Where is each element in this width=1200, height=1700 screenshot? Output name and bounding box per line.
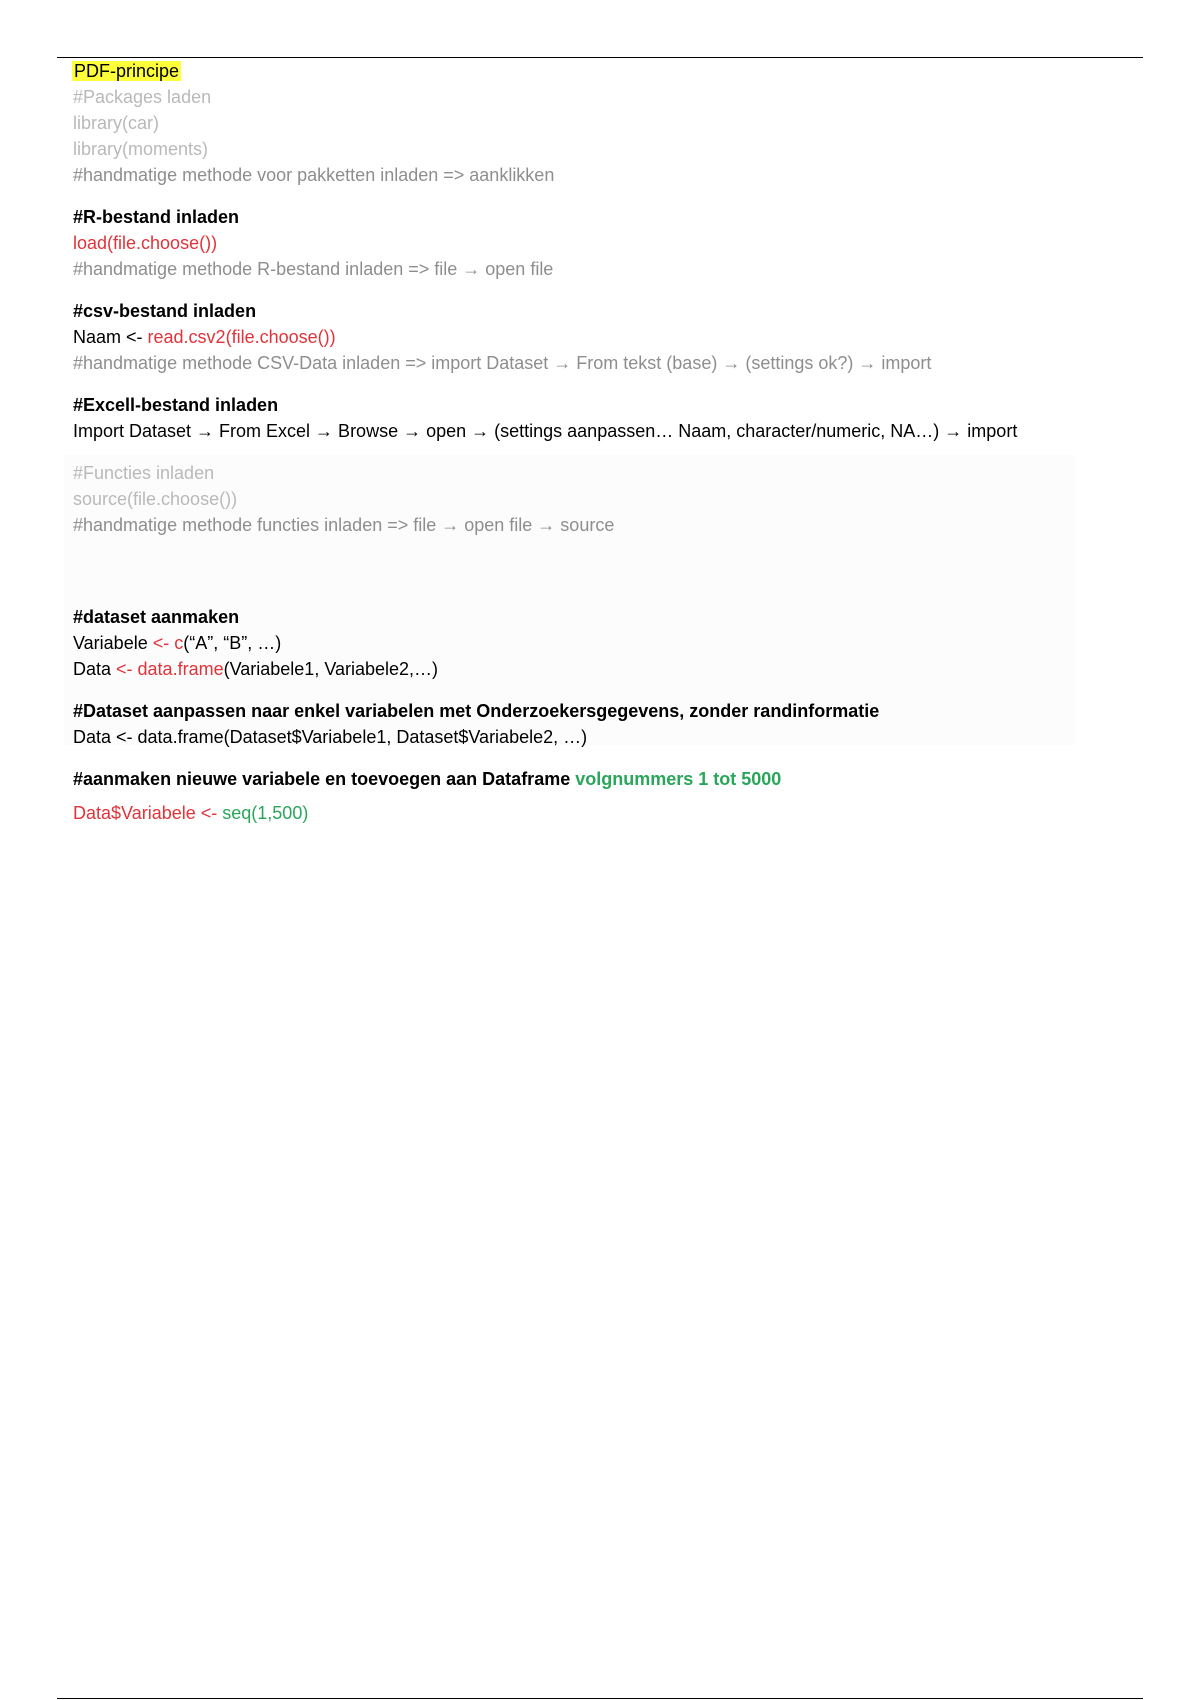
csv-code-var: Naam <- — [73, 327, 148, 347]
document-body — [73, 58, 1133, 826]
new-variable-code-var: Data$Variabele — [73, 803, 201, 823]
dataset-create-line1-op: <- c — [152, 633, 184, 653]
bottom-rule — [57, 1698, 1143, 1699]
new-variable-code — [73, 800, 1133, 826]
page-title: PDF-principe — [74, 61, 180, 81]
csv-note: #handmatige methode CSV-Data inladen => import Dataset → From tekst (base) → (settings ok?) → import — [73, 353, 932, 373]
csv-heading: #csv-bestand inladen — [73, 301, 257, 321]
dataset-adjust-code: Data <- data.frame(Dataset$Variabele1, Dataset$Variabele2, …) — [73, 727, 588, 747]
dataset-adjust-heading: #Dataset aanpassen naar enkel variabelen met Onderzoekersgegevens, zonder randinformatie — [73, 701, 880, 721]
packages-comment: #Packages laden — [73, 87, 212, 107]
dataset-create-line2-var: Data — [73, 659, 117, 679]
r-file-note: #handmatige methode R-bestand inladen => file → open file — [73, 259, 554, 279]
dataset-create-line2-args: (Variabele1, Variabele2,…) — [223, 659, 439, 679]
title-line — [73, 58, 1133, 84]
csv-code-fn: read.csv2(file.choose()) — [147, 327, 336, 347]
new-variable-code-op: <- — [200, 803, 223, 823]
new-variable-code-fn: seq(1,500) — [222, 803, 309, 823]
r-file-heading: #R-bestand inladen — [73, 207, 240, 227]
csv-code — [73, 324, 1133, 350]
functions-comment: #Functies inladen — [73, 463, 215, 483]
new-variable-heading-text: #aanmaken nieuwe variabele en toevoegen aan Dataframe — [73, 769, 576, 789]
library-moments: library(moments) — [73, 139, 209, 159]
excel-steps: Import Dataset → From Excel → Browse → open → (settings aanpassen… Naam, character/numeric, NA…) → import — [73, 421, 1018, 441]
dataset-create-line1-args: (“A”, “B”, …) — [183, 633, 282, 653]
dataset-create-line1-var: Variabele — [73, 633, 153, 653]
new-variable-heading — [73, 766, 1133, 792]
functions-code: source(file.choose()) — [73, 489, 238, 509]
packages-note: #handmatige methode voor pakketten inladen => aanklikken — [73, 165, 555, 185]
new-variable-heading-green: volgnummers 1 tot 5000 — [575, 769, 782, 789]
functions-note: #handmatige methode functies inladen => file → open file → source — [73, 515, 615, 535]
dataset-create-heading: #dataset aanmaken — [73, 607, 240, 627]
library-car: library(car) — [73, 113, 160, 133]
excel-heading: #Excell-bestand inladen — [73, 395, 279, 415]
dataset-create-line1 — [73, 630, 1133, 656]
dataset-create-line2-op: <- data.frame — [116, 659, 224, 679]
r-file-code: load(file.choose()) — [73, 233, 218, 253]
dataset-create-line2 — [73, 656, 1133, 682]
